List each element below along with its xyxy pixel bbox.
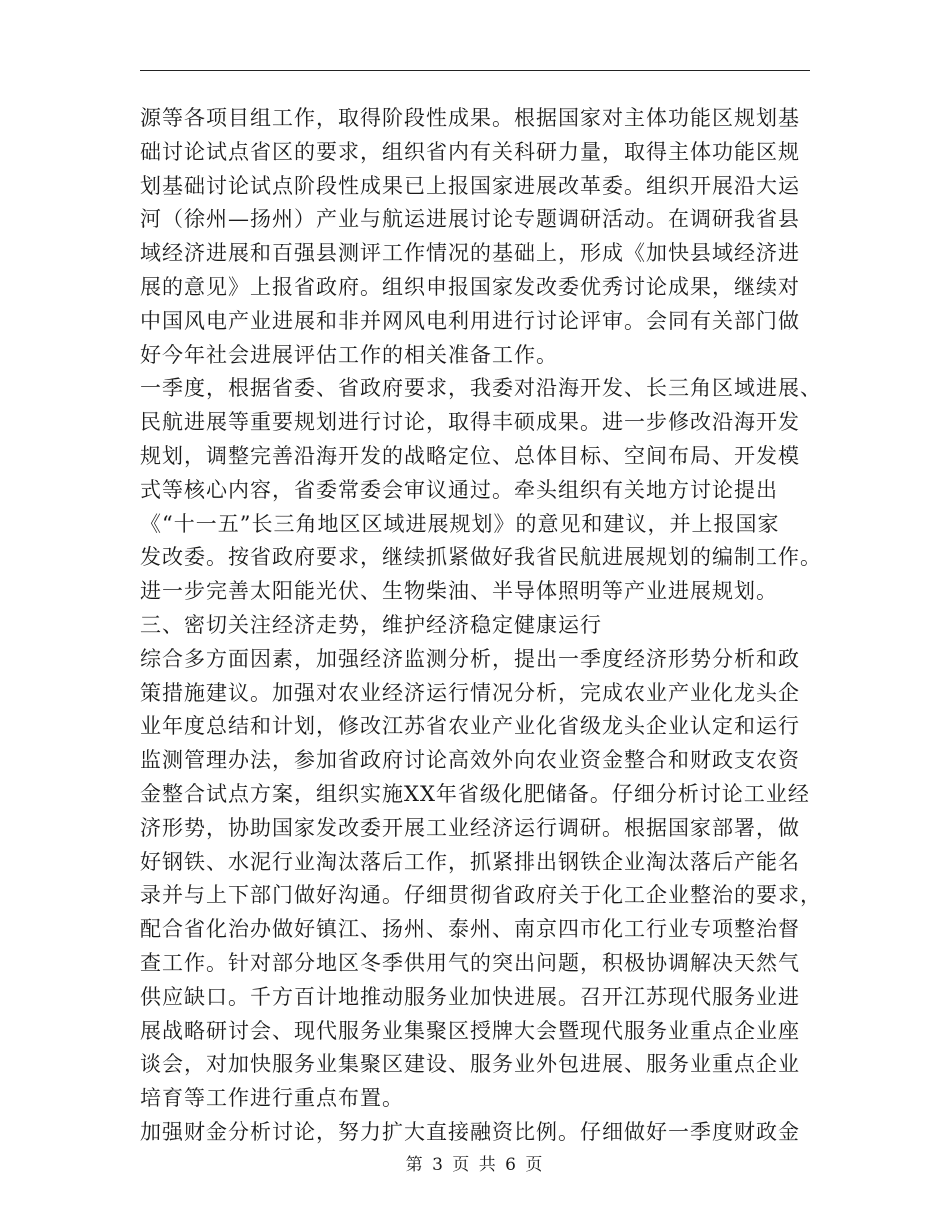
text-line: 《“十一五”长三角地区区域进展规划》的意见和建议，并上报国家 bbox=[140, 511, 780, 536]
text-line: 展战略研讨会、现代服务业集聚区授牌大会暨现代服务业重点企业座 bbox=[140, 1018, 800, 1043]
text-line: 监测管理办法，参加省政府讨论高效外向农业资金整合和财政支农资 bbox=[140, 748, 800, 773]
text-line: 录并与上下部门做好沟通。仔细贯彻省政府关于化工企业整治的要求， bbox=[140, 883, 822, 908]
text-line: 中国风电产业进展和非并网风电利用进行讨论评审。会同有关部门做 bbox=[140, 308, 800, 333]
text-line: 式等核心内容，省委常委会审议通过。牵头组织有关地方讨论提出 bbox=[140, 477, 778, 502]
text-line: 配合省化治办做好镇江、扬州、泰州、南京四市化工行业专项整治督 bbox=[140, 917, 800, 942]
text-line: 河（徐州—扬州）产业与航运进展讨论专题调研活动。在调研我省县 bbox=[140, 207, 800, 232]
text-line: 好今年社会进展评估工作的相关准备工作。 bbox=[140, 342, 558, 367]
text-line: 业年度总结和计划，修改江苏省农业产业化省级龙头企业认定和运行 bbox=[140, 714, 800, 739]
text-line: 域经济进展和百强县测评工作情况的基础上，形成《加快县域经济进 bbox=[140, 241, 800, 266]
text-line: 培育等工作进行重点布置。 bbox=[140, 1086, 404, 1111]
text-line: 查工作。针对部分地区冬季供用气的突出问题，积极协调解决天然气 bbox=[140, 950, 800, 975]
text-line: 加强财金分析讨论，努力扩大直接融资比例。仔细做好一季度财政金 bbox=[140, 1119, 800, 1144]
text-line: 划基础讨论试点阶段性成果已上报国家进展改革委。组织开展沿大运 bbox=[140, 173, 800, 198]
document-body bbox=[140, 102, 822, 1150]
text-line: 础讨论试点省区的要求，组织省内有关科研力量，取得主体功能区规 bbox=[140, 139, 800, 164]
text-line: 济形势，协助国家发改委开展工业经济运行调研。根据国家部署，做 bbox=[140, 815, 800, 840]
page-number: 第 3 页 共 6 页 bbox=[405, 1155, 545, 1175]
text-line: 规划，调整完善沿海开发的战略定位、总体目标、空间布局、开发模 bbox=[140, 443, 800, 468]
text-line: 一季度，根据省委、省政府要求，我委对沿海开发、长三角区域进展、 bbox=[140, 376, 822, 401]
section-heading: 三、密切关注经济走势，维护经济稳定健康运行 bbox=[140, 612, 602, 637]
text-line: 供应缺口。千方百计地推动服务业加快进展。召开江苏现代服务业进 bbox=[140, 984, 800, 1009]
text-line: 策措施建议。加强对农业经济运行情况分析，完成农业产业化龙头企 bbox=[140, 680, 800, 705]
text-line: 金整合试点方案，组织实施XX年省级化肥储备。仔细分析讨论工业经 bbox=[140, 781, 810, 806]
text-line: 源等各项目组工作，取得阶段性成果。根据国家对主体功能区规划基 bbox=[140, 106, 800, 130]
header-rule bbox=[140, 70, 810, 71]
text-line: 发改委。按省政府要求，继续抓紧做好我省民航进展规划的编制工作。 bbox=[140, 545, 822, 570]
text-line: 民航进展等重要规划进行讨论，取得丰硕成果。进一步修改沿海开发 bbox=[140, 410, 800, 435]
text-line: 好钢铁、水泥行业淘汰落后工作，抓紧排出钢铁企业淘汰落后产能名 bbox=[140, 849, 800, 874]
text-line: 综合多方面因素，加强经济监测分析，提出一季度经济形势分析和政 bbox=[140, 646, 800, 671]
text-line: 谈会，对加快服务业集聚区建设、服务业外包进展、服务业重点企业 bbox=[140, 1052, 800, 1077]
text-line: 展的意见》上报省政府。组织申报国家发改委优秀讨论成果，继续对 bbox=[140, 274, 800, 299]
text-line: 进一步完善太阳能光伏、生物柴油、半导体照明等产业进展规划。 bbox=[140, 579, 778, 604]
